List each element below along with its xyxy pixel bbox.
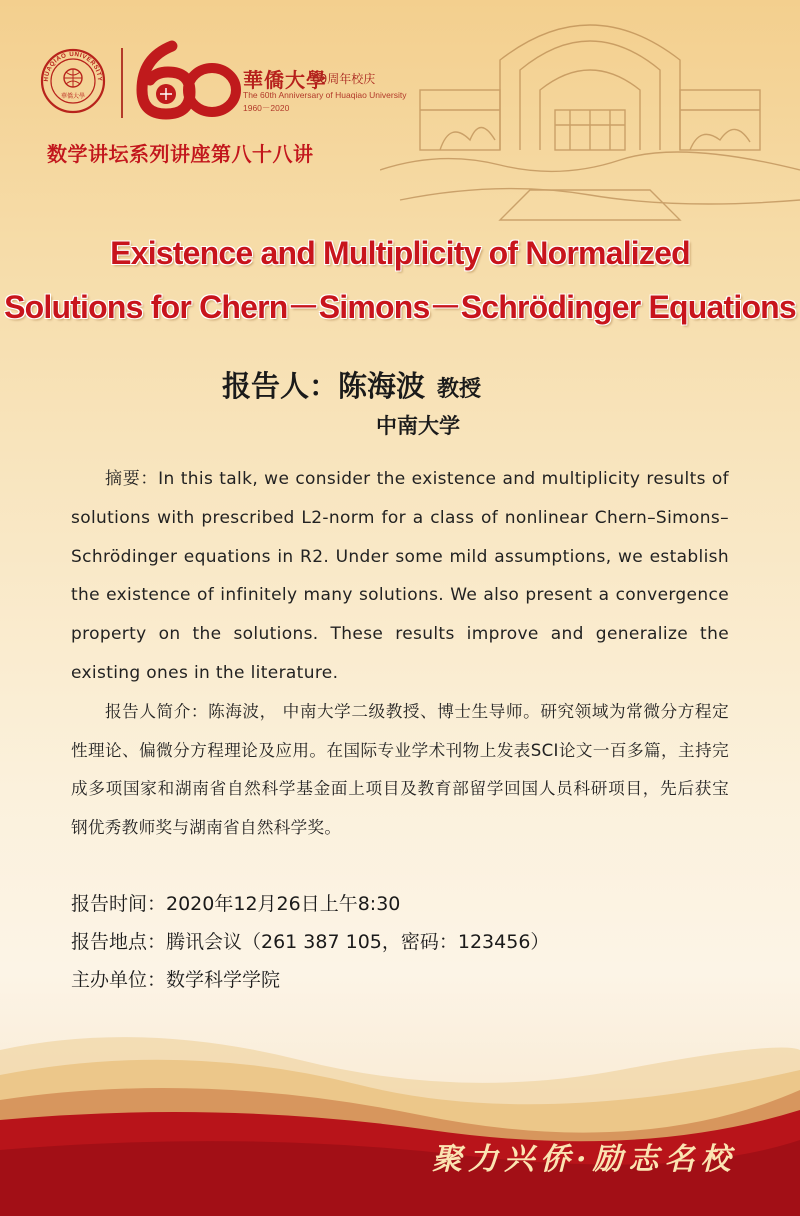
seal-inner-text: 華僑大學 [60, 93, 86, 100]
sixty-anniversary-logo [132, 38, 242, 120]
abstract-text: 摘要：In this talk, we consider the existence and multiplicity results of solutions with prescribed L2-norm for a class of nonlinear Chern–Simons–Schrödinger equations in R2. Under some mild assumptions, we establish the existence of infinitely many solutions. We also present a convergence property on the solutions. These results improve and generalize the existing ones in the literature. [71, 469, 729, 683]
speaker-rank: 教授 [437, 377, 482, 402]
talk-host: 主办单位：数学科学学院 [71, 969, 281, 991]
speaker-label: 报告人： [222, 369, 339, 403]
speaker [222, 364, 481, 405]
talk-venue: 报告地点：腾讯会议（261 387 105，密码：123456） [71, 931, 550, 953]
brand-calligraphy: 華僑大學 [243, 68, 327, 92]
header [0, 0, 800, 130]
talk-title [0, 226, 800, 334]
university-seal-logo [40, 48, 106, 114]
bio-text: 报告人简介：陈海波， 中南大学二级教授、博士生导师。研究领域为常微分方程定性理论、偏微分方程理论及应用。在国际专业学术刊物上发表SCI论文一百多篇，主持完成多项国家和湖南省自然科学基金面上项目及教育部留学回国人员科研项目，先后获宝钢优秀教师奖与湖南省自然科学奖。 [71, 701, 729, 838]
header-divider [121, 48, 123, 118]
bottom-wave-decoration [0, 1030, 800, 1216]
anniversary-cn: 60周年校庆 [312, 72, 376, 86]
talk-title-line2: Solutions for Chern－Simons－Schrӧdinger Equations [4, 289, 796, 325]
series-title: 数学讲坛系列讲座第八十八讲 [47, 142, 314, 166]
seal-ring-text: HUAQIAO UNIVERSITY [42, 50, 104, 82]
sixty-logo-text: 60 [187, 118, 189, 119]
anniversary-years: 1960－2020 [243, 103, 290, 113]
talk-details [71, 885, 549, 999]
talk-title-line1: Existence and Multiplicity of Normalized [110, 235, 690, 271]
speaker-name: 陈海波 [338, 369, 426, 403]
talk-time: 报告时间：2020年12月26日上午8:30 [71, 893, 401, 915]
anniversary-en: The 60th Anniversary of Huaqiao University [243, 90, 407, 100]
speaker-affiliation: 中南大学 [376, 414, 460, 438]
slogan: 聚力兴侨·励志名校 [432, 1142, 737, 1177]
abstract-section [71, 460, 729, 848]
